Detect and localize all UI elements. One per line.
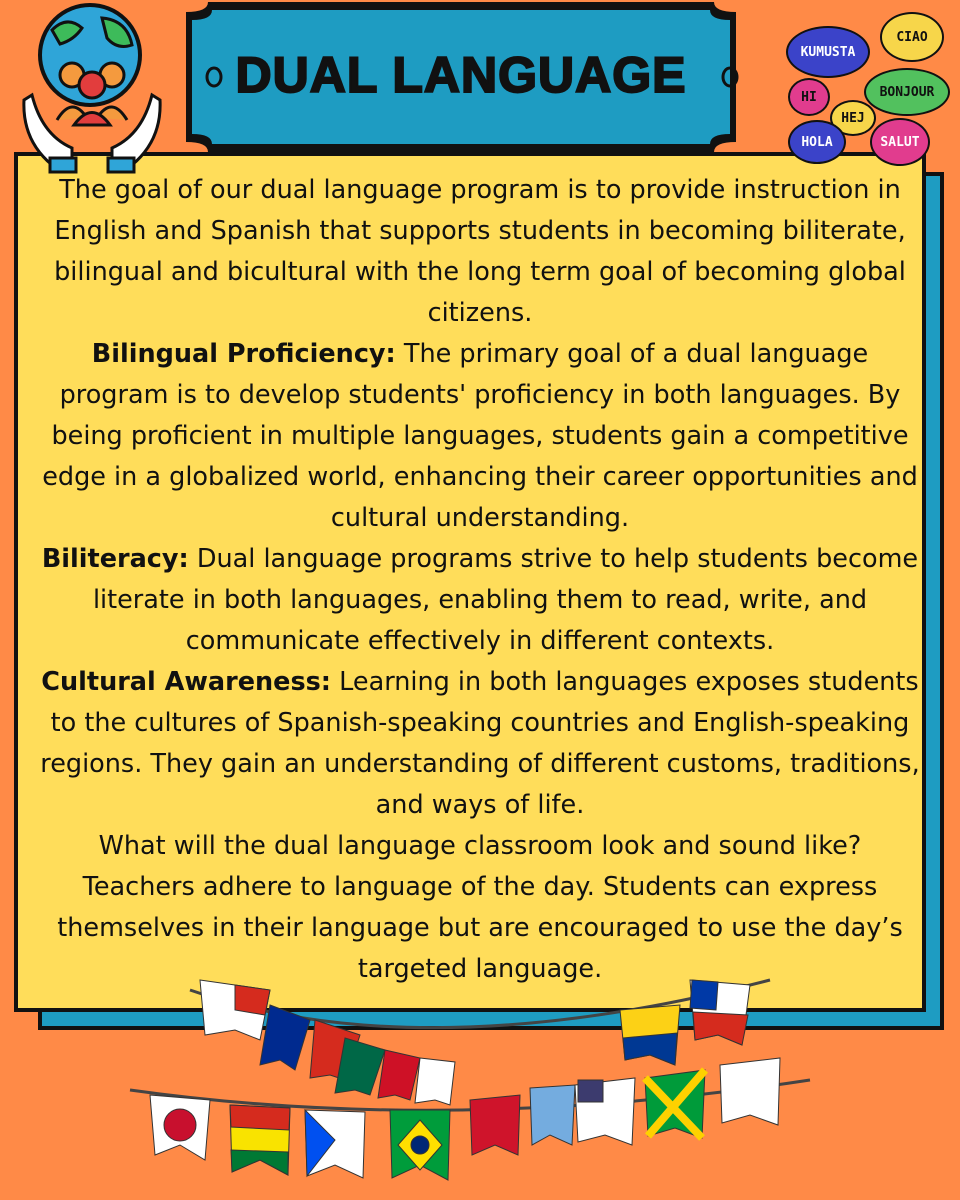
greeting-bubble: HEJ <box>830 100 876 136</box>
greeting-bubble: SALUT <box>870 118 930 166</box>
intro-paragraph: The goal of our dual language program is to provide instruction in English and Spanish that supports students in becoming biliterate, bilingual and bicultural with the long term goal of becoming global citizens. <box>54 175 906 328</box>
section-heading: Cultural Awareness: <box>41 667 332 697</box>
section-bilingual <box>40 334 920 539</box>
question-text: What will the dual language classroom look and sound like? <box>98 831 862 861</box>
speech-bubbles-icon <box>780 4 956 174</box>
greeting-bubble: KUMUSTA <box>786 26 870 78</box>
greeting-bubble: BONJOUR <box>864 68 950 116</box>
section-body: Learning in both languages exposes students to the cultures of Spanish-speaking countries and English-speaking regions. They gain an understanding of different customs, traditions, and ways of life. <box>40 667 920 820</box>
section-body: Dual language programs strive to help students become literate in both languages, enabling them to read, write, and communicate effectively in different contexts. <box>92 544 919 656</box>
section-biliteracy <box>40 539 920 662</box>
section-heading: Bilingual Proficiency: <box>91 339 396 369</box>
content-text <box>40 170 920 990</box>
greeting-bubble: CIAO <box>880 12 944 62</box>
page-title: DUAL LANGUAGE <box>235 47 687 103</box>
flag-garland-icon <box>120 960 820 1200</box>
section-body: The primary goal of a dual language program is to develop students' proficiency in both languages. By being proficient in multiple languages, students gain a competitive edge in a globalized world, enhancing their career opportunities and cultural understanding. <box>42 339 918 533</box>
answer-text: Teachers adhere to language of the day. Students can express themselves in their language but are encouraged to use the day’s targeted language. <box>57 872 903 984</box>
section-heading: Biliteracy: <box>41 544 189 574</box>
title-banner <box>168 2 754 152</box>
greeting-bubble: HI <box>788 78 830 116</box>
section-cultural <box>40 662 920 826</box>
globe-people-hands-icon <box>12 0 162 185</box>
greeting-bubble: HOLA <box>788 120 846 164</box>
